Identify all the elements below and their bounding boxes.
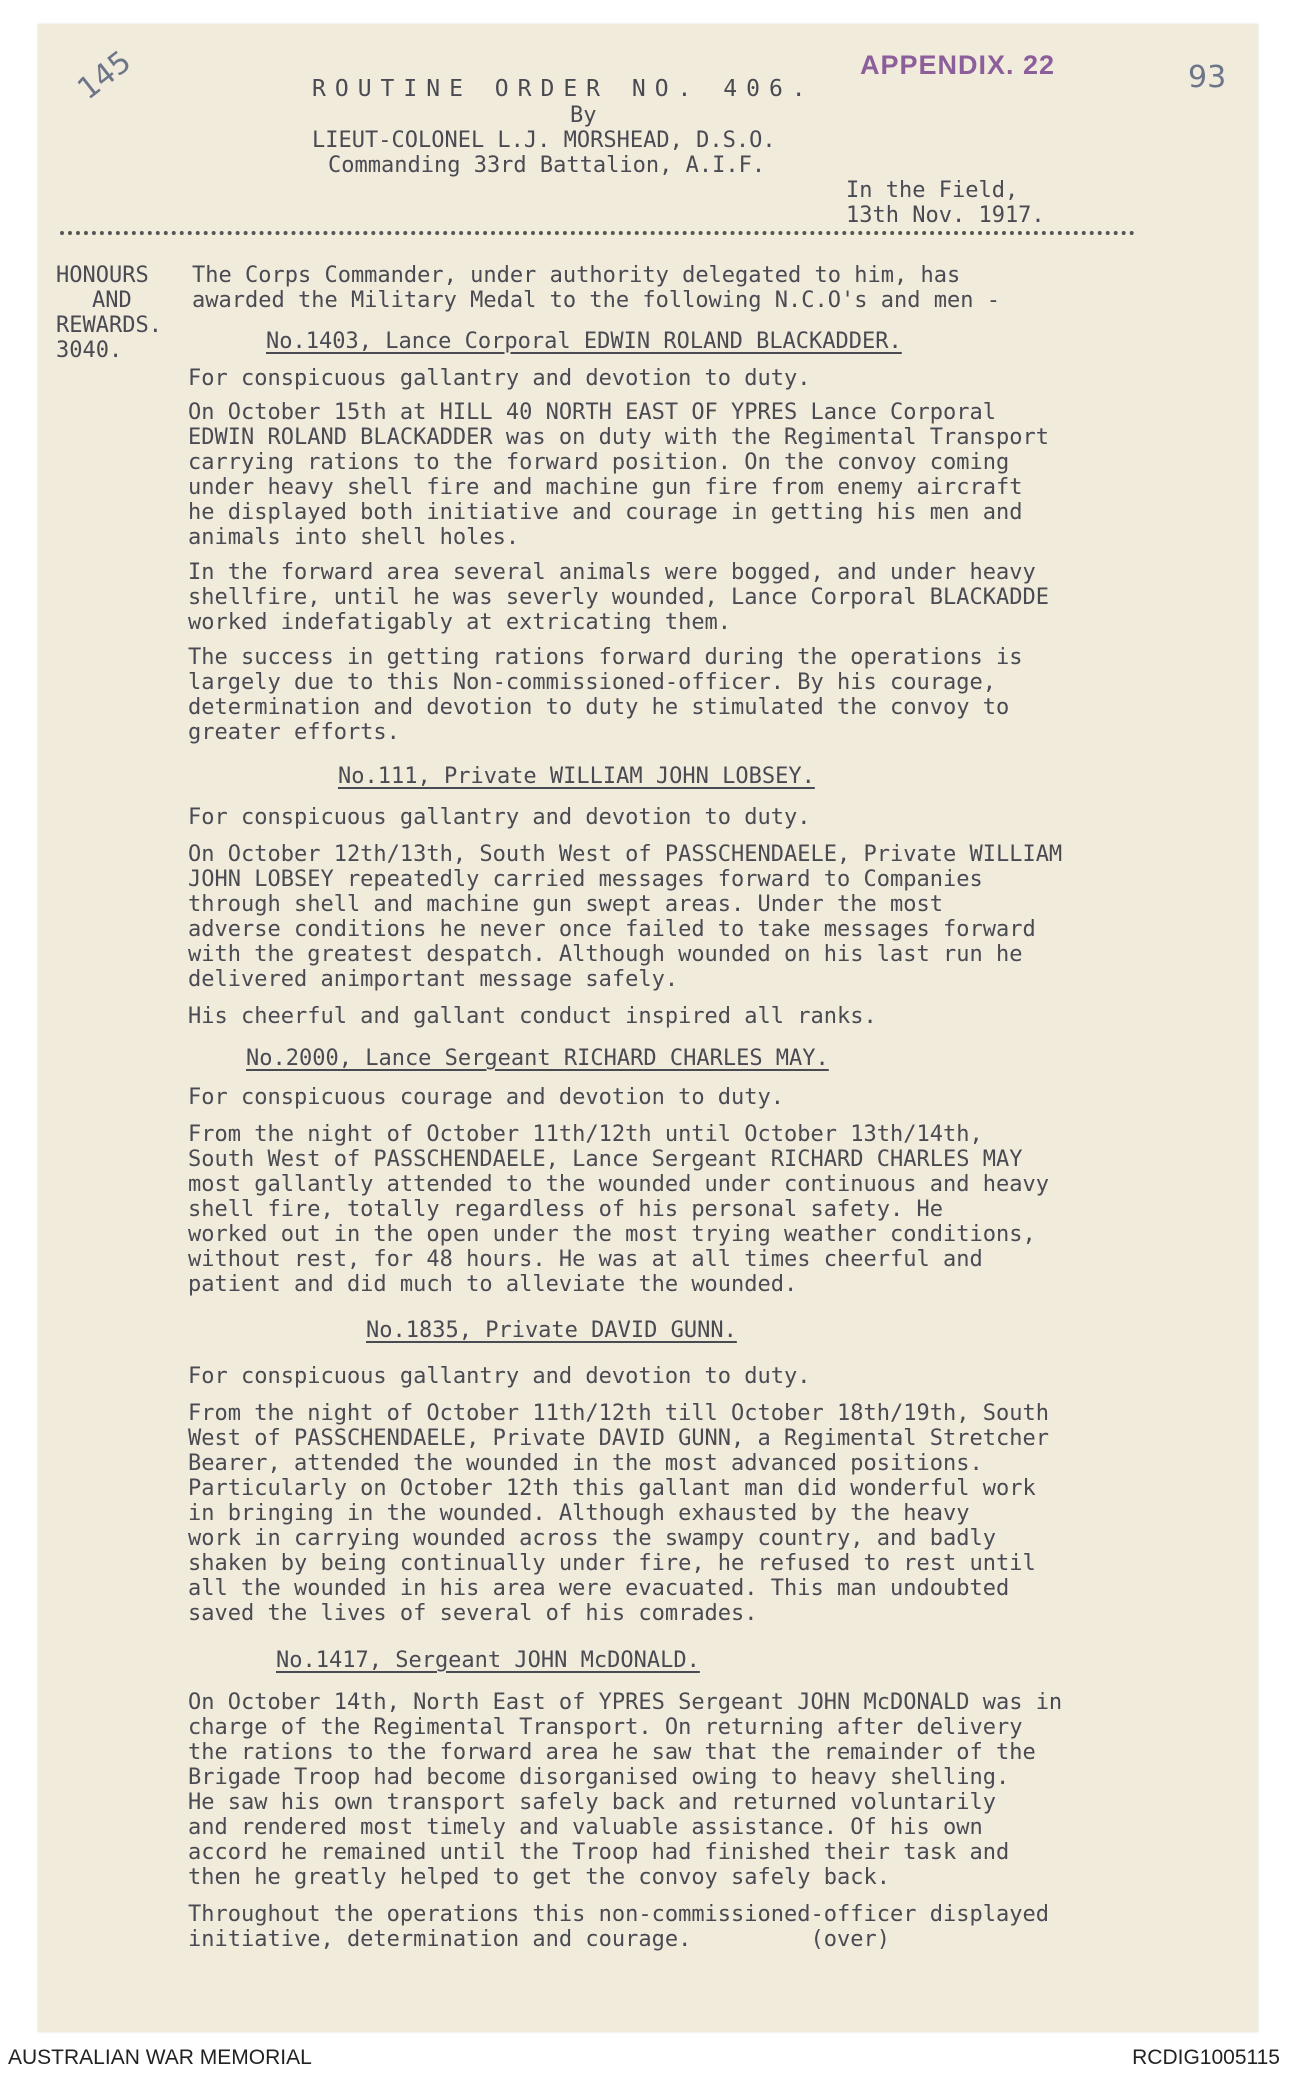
citation-heading: No.1403, Lance Corporal EDWIN ROLAND BLACKADDER. (266, 329, 902, 354)
text-line: without rest, for 48 hours. He was at all times cheerful and (188, 1247, 983, 1272)
citation-paragraph (188, 400, 1198, 550)
text-line: delivered animportant message safely. (188, 967, 679, 992)
margin-line: REWARDS. (56, 313, 162, 338)
appendix-stamp: APPENDIX. 22 (860, 50, 1056, 80)
order-title: ROUTINE ORDER NO. 406. (312, 76, 815, 102)
citation-heading: No.1417, Sergeant JOHN McDONALD. (276, 1648, 700, 1673)
commander-name: LIEUT-COLONEL L.J. MORSHEAD, D.S.O. (312, 128, 776, 153)
citation-paragraph (188, 1004, 1198, 1029)
text-line: accord he remained until the Troop had finished their task and (188, 1840, 1010, 1865)
citation-paragraph (188, 366, 1198, 391)
citation-paragraph (188, 1690, 1198, 1890)
text-line: patient and did much to alleviate the wounded. (188, 1272, 798, 1297)
text-line: Throughout the operations this non-commissioned-officer displayed (188, 1902, 1049, 1927)
citation-paragraph (188, 1085, 1198, 1110)
citation-paragraph (188, 645, 1198, 745)
text-line: shaken by being continually under fire, he refused to rest until (188, 1551, 1036, 1576)
text-line: with the greatest despatch. Although wounded on his last run he (188, 942, 1023, 967)
text-line: South West of PASSCHENDAELE, Lance Sergeant RICHARD CHARLES MAY (188, 1147, 1023, 1172)
text-line: He saw his own transport safely back and returned voluntarily (188, 1790, 996, 1815)
text-line: For conspicuous gallantry and devotion to duty. (188, 805, 811, 830)
text-line: For conspicuous gallantry and devotion to duty. (188, 1364, 811, 1389)
text-line: worked indefatigably at extricating them. (188, 610, 732, 635)
order-location: In the Field, (846, 178, 1019, 203)
text-line: determination and devotion to duty he stimulated the convoy to (188, 695, 1010, 720)
citation-paragraph (188, 1364, 1198, 1389)
text-line: initiative, determination and courage. (over) (188, 1927, 890, 1952)
text-line: under heavy shell fire and machine gun fire from enemy aircraft (188, 475, 1023, 500)
margin-line: AND (92, 288, 132, 313)
text-line: the rations to the forward area he saw that the remainder of the (188, 1740, 1036, 1765)
dotted-divider (60, 231, 1135, 235)
text-line: Bearer, attended the wounded in the most advanced positions. (188, 1451, 983, 1476)
text-line: adverse conditions he never once failed to take messages forward (188, 917, 1036, 942)
text-line: Particularly on October 12th this gallant man did wonderful work (188, 1476, 1036, 1501)
commander-unit: Commanding 33rd Battalion, A.I.F. (328, 153, 766, 178)
text-line: In the forward area several animals were bogged, and under heavy (188, 560, 1036, 585)
text-line: From the night of October 11th/12th till October 18th/19th, South (188, 1401, 1049, 1426)
text-line: shell fire, totally regardless of his personal safety. He (188, 1197, 943, 1222)
citation-heading: No.2000, Lance Sergeant RICHARD CHARLES MAY. (246, 1046, 829, 1071)
footer-record-id: RCDIG1005115 (1132, 2046, 1280, 2069)
text-line: carrying rations to the forward position. On the convoy coming (188, 450, 1010, 475)
text-line: For conspicuous courage and devotion to duty. (188, 1085, 785, 1110)
text-line: work in carrying wounded across the swampy country, and badly (188, 1526, 996, 1551)
text-line: For conspicuous gallantry and devotion to duty. (188, 366, 811, 391)
text-line: JOHN LOBSEY repeatedly carried messages forward to Companies (188, 867, 983, 892)
text-line: From the night of October 11th/12th until October 13th/14th, (188, 1122, 983, 1147)
text-line: charge of the Regimental Transport. On returning after delivery (188, 1715, 1023, 1740)
citation-paragraph (188, 805, 1198, 830)
text-line: The Corps Commander, under authority delegated to him, has (192, 263, 961, 288)
text-line: greater efforts. (188, 720, 400, 745)
text-line: The success in getting rations forward during the operations is (188, 645, 1023, 670)
text-line: and rendered most timely and valuable assistance. Of his own (188, 1815, 983, 1840)
text-line: His cheerful and gallant conduct inspired all ranks. (188, 1004, 877, 1029)
text-line: in bringing in the wounded. Although exhausted by the heavy (188, 1501, 970, 1526)
text-line: he displayed both initiative and courage in getting his men and (188, 500, 1023, 525)
margin-line: HONOURS (56, 263, 149, 288)
text-line: West of PASSCHENDAELE, Private DAVID GUNN, a Regimental Stretcher (188, 1426, 1049, 1451)
footer-archive-name: AUSTRALIAN WAR MEMORIAL (8, 2046, 312, 2069)
text-line: On October 15th at HILL 40 NORTH EAST OF YPRES Lance Corporal (188, 400, 996, 425)
order-by: By (570, 103, 597, 128)
text-line: saved the lives of several of his comrades. (188, 1601, 758, 1626)
text-line: through shell and machine gun swept areas. Under the most (188, 892, 943, 917)
citation-paragraph (188, 842, 1198, 992)
text-line: all the wounded in his area were evacuated. This man undoubted (188, 1576, 1010, 1601)
text-line: On October 14th, North East of YPRES Sergeant JOHN McDONALD was in (188, 1690, 1063, 1715)
text-line: worked out in the open under the most trying weather conditions, (188, 1222, 1036, 1247)
citation-paragraph (188, 1902, 1198, 1952)
text-line: shellfire, until he was severly wounded, Lance Corporal BLACKADDE (188, 585, 1049, 610)
folio-number-left: 145 (71, 44, 138, 107)
citation-paragraph (188, 560, 1198, 635)
text-line: EDWIN ROLAND BLACKADDER was on duty with the Regimental Transport (188, 425, 1049, 450)
citation-paragraph (188, 1401, 1198, 1626)
text-line: Brigade Troop had become disorganised owing to heavy shelling. (188, 1765, 1010, 1790)
margin-heading (56, 263, 162, 363)
order-date: 13th Nov. 1917. (846, 203, 1045, 228)
folio-number-right: 93 (1188, 60, 1227, 95)
citation-heading: No.111, Private WILLIAM JOHN LOBSEY. (338, 764, 815, 789)
text-line: On October 12th/13th, South West of PASSCHENDAELE, Private WILLIAM (188, 842, 1063, 867)
text-line: largely due to this Non-commissioned-officer. By his courage, (188, 670, 996, 695)
citation-heading: No.1835, Private DAVID GUNN. (366, 1318, 737, 1343)
citation-paragraph (188, 1122, 1198, 1297)
text-line: most gallantly attended to the wounded under continuous and heavy (188, 1172, 1049, 1197)
margin-line: 3040. (56, 338, 123, 363)
text-line: animals into shell holes. (188, 525, 520, 550)
text-line: then he greatly helped to get the convoy safely back. (188, 1865, 890, 1890)
intro-paragraph (192, 263, 1202, 313)
text-line: awarded the Military Medal to the following N.C.O's and men - (192, 288, 1000, 313)
